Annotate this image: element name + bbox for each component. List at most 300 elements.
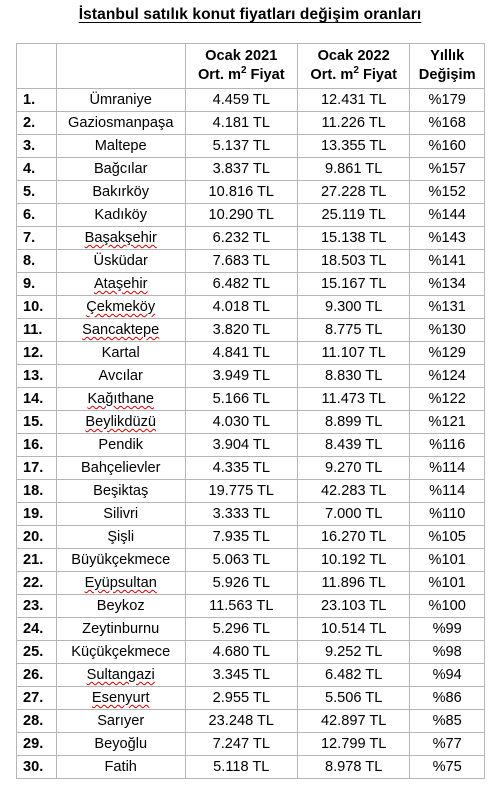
- rank-cell-text: 6.: [23, 207, 36, 223]
- rank-cell: [17, 296, 57, 319]
- table-row: [17, 756, 485, 779]
- district-cell-text: Üsküdar: [93, 253, 148, 269]
- table-row: [17, 411, 485, 434]
- change-cell-text: %105: [428, 529, 466, 545]
- district-cell-text: Silivri: [103, 506, 139, 522]
- price-2021-cell: [185, 434, 297, 457]
- price-change-table: [16, 43, 485, 779]
- district-cell-text: Küçükçekmece: [71, 644, 171, 660]
- table-row: [17, 135, 485, 158]
- table-row: [17, 250, 485, 273]
- rank-cell: [17, 664, 57, 687]
- district-cell: [56, 618, 185, 641]
- rank-cell-text: 19.: [23, 506, 44, 522]
- change-cell: [410, 503, 485, 526]
- price-2021-cell-text: 3.837 TL: [212, 161, 270, 177]
- price-2021-cell-text: 5.926 TL: [212, 575, 270, 591]
- price-2022-cell: [297, 664, 409, 687]
- price-2021-cell: [185, 664, 297, 687]
- district-cell: [56, 227, 185, 250]
- change-cell-text: %101: [428, 575, 466, 591]
- price-2022-cell: [297, 549, 409, 572]
- district-cell-text: Kartal: [101, 345, 140, 361]
- price-2021-cell-text: 4.459 TL: [212, 92, 270, 108]
- price-2022-cell-text: 9.300 TL: [325, 299, 383, 315]
- rank-cell: [17, 273, 57, 296]
- rank-cell: [17, 319, 57, 342]
- price-2021-cell-text: 10.816 TL: [208, 184, 275, 200]
- table-row: [17, 549, 485, 572]
- district-cell-text: Pendik: [98, 437, 144, 453]
- rank-cell: [17, 158, 57, 181]
- district-cell-text: Maltepe: [94, 138, 147, 154]
- rank-cell: [17, 480, 57, 503]
- change-cell-text: %86: [432, 690, 462, 706]
- table-row: [17, 296, 485, 319]
- district-cell-text: Başakşehir: [84, 230, 157, 246]
- header-change: [410, 44, 485, 89]
- district-cell: [56, 526, 185, 549]
- rank-cell-text: 20.: [23, 529, 44, 545]
- rank-cell: [17, 388, 57, 411]
- change-cell-text: %129: [428, 345, 466, 361]
- rank-cell-text: 24.: [23, 621, 44, 637]
- rank-cell: [17, 687, 57, 710]
- price-2022-cell-text: 13.355 TL: [320, 138, 387, 154]
- price-2021-cell-text: 5.296 TL: [212, 621, 270, 637]
- district-cell: [56, 296, 185, 319]
- rank-cell-text: 9.: [23, 276, 36, 292]
- district-cell-text: Kadıköy: [94, 207, 148, 223]
- district-cell: [56, 457, 185, 480]
- change-cell: [410, 756, 485, 779]
- change-cell: [410, 135, 485, 158]
- rank-cell-text: 15.: [23, 414, 44, 430]
- rank-cell: [17, 457, 57, 480]
- price-2021-cell: [185, 687, 297, 710]
- district-cell-text: Beylikdüzü: [85, 414, 156, 430]
- change-cell: [410, 687, 485, 710]
- price-2022-cell: [297, 411, 409, 434]
- table-row: [17, 181, 485, 204]
- district-cell: [56, 733, 185, 756]
- district-cell: [56, 710, 185, 733]
- table-row: [17, 365, 485, 388]
- change-cell: [410, 641, 485, 664]
- change-cell: [410, 388, 485, 411]
- rank-cell: [17, 250, 57, 273]
- table-row: [17, 687, 485, 710]
- price-2022-cell: [297, 89, 409, 112]
- page-title: [0, 6, 500, 24]
- price-2022-cell-text: 8.439 TL: [325, 437, 383, 453]
- price-2021-cell: [185, 572, 297, 595]
- table-row: [17, 618, 485, 641]
- price-2022-cell: [297, 227, 409, 250]
- price-2022-cell-text: 12.431 TL: [320, 92, 387, 108]
- rank-cell-text: 30.: [23, 759, 44, 775]
- rank-cell: [17, 526, 57, 549]
- rank-cell: [17, 572, 57, 595]
- price-2022-cell-text: 8.978 TL: [325, 759, 383, 775]
- district-cell-text: Bahçelievler: [80, 460, 161, 476]
- rank-cell-text: 18.: [23, 483, 44, 499]
- change-cell: [410, 158, 485, 181]
- change-cell-text: %160: [428, 138, 466, 154]
- change-cell: [410, 572, 485, 595]
- price-2022-cell: [297, 273, 409, 296]
- district-cell: [56, 204, 185, 227]
- table-row: [17, 457, 485, 480]
- rank-cell: [17, 227, 57, 250]
- price-2021-cell-text: 4.841 TL: [212, 345, 270, 361]
- price-2022-cell: [297, 618, 409, 641]
- table-row: [17, 112, 485, 135]
- change-cell: [410, 365, 485, 388]
- rank-cell: [17, 595, 57, 618]
- price-2021-cell: [185, 618, 297, 641]
- table-row: [17, 595, 485, 618]
- table-row: [17, 388, 485, 411]
- change-cell-text: %134: [428, 276, 466, 292]
- rank-cell: [17, 411, 57, 434]
- price-2022-cell-text: 16.270 TL: [320, 529, 387, 545]
- header-district: [56, 44, 185, 89]
- price-2021-cell: [185, 549, 297, 572]
- district-cell: [56, 687, 185, 710]
- price-2022-cell-text: 10.514 TL: [320, 621, 387, 637]
- price-2021-cell-text: 3.949 TL: [212, 368, 270, 384]
- change-cell: [410, 434, 485, 457]
- rank-cell: [17, 112, 57, 135]
- price-2022-cell: [297, 641, 409, 664]
- change-cell-text: %121: [428, 414, 466, 430]
- change-cell-text: %75: [432, 759, 462, 775]
- price-2021-cell-text: 19.775 TL: [208, 483, 275, 499]
- change-cell: [410, 342, 485, 365]
- price-2022-cell-text: 8.830 TL: [325, 368, 383, 384]
- price-2021-cell-text: 4.030 TL: [212, 414, 270, 430]
- change-cell: [410, 411, 485, 434]
- table-header-row: [17, 44, 485, 89]
- price-2021-cell-text: 7.247 TL: [212, 736, 270, 752]
- rank-cell-text: 27.: [23, 690, 44, 706]
- rank-cell: [17, 756, 57, 779]
- change-cell: [410, 664, 485, 687]
- price-2022-cell: [297, 365, 409, 388]
- district-cell-text: Şişli: [107, 529, 135, 545]
- change-cell: [410, 595, 485, 618]
- price-2022-cell-text: 9.270 TL: [325, 460, 383, 476]
- price-2022-cell: [297, 135, 409, 158]
- district-cell-text: Fatih: [104, 759, 137, 775]
- district-cell: [56, 158, 185, 181]
- price-2022-cell: [297, 457, 409, 480]
- change-cell-text: %157: [428, 161, 466, 177]
- price-2021-cell-text: 5.166 TL: [212, 391, 270, 407]
- price-2021-cell: [185, 710, 297, 733]
- price-2021-cell: [185, 365, 297, 388]
- district-cell-text: Gaziosmanpaşa: [67, 115, 174, 131]
- rank-cell: [17, 365, 57, 388]
- header-change-line2: Değişim: [418, 67, 476, 83]
- price-2021-cell-text: 4.181 TL: [212, 115, 270, 131]
- price-2021-cell-text: 4.680 TL: [212, 644, 270, 660]
- table-row: [17, 503, 485, 526]
- table-row: [17, 664, 485, 687]
- rank-cell-text: 21.: [23, 552, 44, 568]
- price-2022-cell-text: 11.473 TL: [321, 391, 386, 407]
- change-cell-text: %124: [428, 368, 466, 384]
- header-2022: [297, 44, 409, 89]
- price-2021-cell-text: 6.232 TL: [212, 230, 270, 246]
- table-row: [17, 641, 485, 664]
- price-2022-cell: [297, 595, 409, 618]
- rank-cell: [17, 135, 57, 158]
- price-2022-cell: [297, 342, 409, 365]
- change-cell-text: %98: [432, 644, 462, 660]
- price-2021-cell: [185, 411, 297, 434]
- rank-cell: [17, 618, 57, 641]
- change-cell: [410, 273, 485, 296]
- district-cell: [56, 365, 185, 388]
- change-cell-text: %99: [432, 621, 462, 637]
- price-2022-cell: [297, 158, 409, 181]
- price-2022-cell-text: 11.107 TL: [321, 345, 386, 361]
- district-cell-text: Sarıyer: [97, 713, 145, 729]
- price-2022-cell: [297, 434, 409, 457]
- rank-cell-text: 12.: [23, 345, 44, 361]
- price-2022-cell-text: 8.775 TL: [325, 322, 383, 338]
- district-cell: [56, 112, 185, 135]
- price-2021-cell: [185, 112, 297, 135]
- price-2022-cell-text: 9.861 TL: [325, 161, 383, 177]
- price-2022-cell-text: 15.167 TL: [320, 276, 387, 292]
- price-2022-cell-text: 27.228 TL: [320, 184, 387, 200]
- change-cell: [410, 112, 485, 135]
- rank-cell: [17, 89, 57, 112]
- header-2022-line1: Ocak 2022: [317, 48, 390, 64]
- district-cell: [56, 89, 185, 112]
- change-cell: [410, 480, 485, 503]
- change-cell-text: %131: [428, 299, 466, 315]
- price-2021-cell: [185, 595, 297, 618]
- table-row: [17, 319, 485, 342]
- rank-cell-text: 8.: [23, 253, 36, 269]
- price-2022-cell-text: 10.192 TL: [320, 552, 387, 568]
- price-2021-cell: [185, 388, 297, 411]
- change-cell-text: %179: [428, 92, 466, 108]
- price-2021-cell: [185, 181, 297, 204]
- price-2022-cell-text: 15.138 TL: [320, 230, 387, 246]
- change-cell-text: %101: [428, 552, 466, 568]
- rank-cell: [17, 503, 57, 526]
- price-2021-cell: [185, 204, 297, 227]
- district-cell: [56, 411, 185, 434]
- price-2022-cell: [297, 526, 409, 549]
- rank-cell-text: 26.: [23, 667, 44, 683]
- change-cell: [410, 618, 485, 641]
- district-cell-text: Kağıthane: [87, 391, 154, 407]
- district-cell-text: Beşiktaş: [93, 483, 149, 499]
- change-cell-text: %100: [428, 598, 466, 614]
- header-2022-sup: 2: [353, 65, 359, 77]
- price-2021-cell-text: 3.345 TL: [212, 667, 270, 683]
- price-2021-cell-text: 10.290 TL: [208, 207, 275, 223]
- price-2022-cell: [297, 319, 409, 342]
- price-2021-cell-text: 5.137 TL: [212, 138, 270, 154]
- price-2021-cell-text: 3.820 TL: [212, 322, 270, 338]
- price-2022-cell-text: 5.506 TL: [325, 690, 383, 706]
- change-cell-text: %130: [428, 322, 466, 338]
- price-2021-cell: [185, 342, 297, 365]
- rank-cell-text: 7.: [23, 230, 36, 246]
- price-2021-cell-text: 7.935 TL: [212, 529, 270, 545]
- district-cell: [56, 641, 185, 664]
- price-2021-cell: [185, 158, 297, 181]
- price-2022-cell-text: 11.226 TL: [321, 115, 386, 131]
- change-cell: [410, 227, 485, 250]
- change-cell: [410, 89, 485, 112]
- table-row: [17, 158, 485, 181]
- price-2021-cell-text: 3.904 TL: [212, 437, 270, 453]
- price-2021-cell-text: 7.683 TL: [212, 253, 270, 269]
- price-2021-cell-text: 3.333 TL: [212, 506, 270, 522]
- price-2021-cell: [185, 457, 297, 480]
- table-row: [17, 89, 485, 112]
- change-cell-text: %143: [428, 230, 466, 246]
- rank-cell-text: 22.: [23, 575, 44, 591]
- change-cell-text: %85: [432, 713, 462, 729]
- header-2021-label: Fiyat: [246, 67, 285, 83]
- district-cell: [56, 595, 185, 618]
- change-cell-text: %122: [428, 391, 466, 407]
- district-cell: [56, 756, 185, 779]
- district-cell-text: Bağcılar: [93, 161, 148, 177]
- district-cell: [56, 342, 185, 365]
- price-2022-cell: [297, 572, 409, 595]
- rank-cell: [17, 204, 57, 227]
- district-cell: [56, 434, 185, 457]
- header-2021-sup: 2: [240, 65, 247, 77]
- district-cell-text: Büyükçekmece: [71, 552, 171, 568]
- table-row: [17, 204, 485, 227]
- change-cell-text: %116: [429, 437, 466, 453]
- district-cell: [56, 664, 185, 687]
- header-2022-label: Fiyat: [358, 67, 398, 83]
- price-2022-cell: [297, 733, 409, 756]
- district-cell-text: Beykoz: [96, 598, 145, 614]
- change-cell-text: %77: [432, 736, 462, 752]
- price-2022-cell: [297, 687, 409, 710]
- price-2021-cell: [185, 273, 297, 296]
- price-2022-cell-text: 7.000 TL: [325, 506, 383, 522]
- district-cell-text: Esenyurt: [91, 690, 150, 706]
- rank-cell: [17, 181, 57, 204]
- change-cell: [410, 710, 485, 733]
- price-2021-cell-text: 23.248 TL: [208, 713, 275, 729]
- table-body: [17, 89, 485, 779]
- district-cell: [56, 480, 185, 503]
- price-2021-cell: [185, 480, 297, 503]
- change-cell-text: %141: [428, 253, 466, 269]
- header-2021: [185, 44, 297, 89]
- rank-cell-text: 13.: [23, 368, 44, 384]
- price-2022-cell: [297, 112, 409, 135]
- table-row: [17, 526, 485, 549]
- rank-cell-text: 29.: [23, 736, 44, 752]
- rank-cell: [17, 641, 57, 664]
- table-row: [17, 434, 485, 457]
- rank-cell-text: 16.: [23, 437, 44, 453]
- price-2021-cell: [185, 296, 297, 319]
- change-cell: [410, 319, 485, 342]
- district-cell-text: Ümraniye: [89, 92, 152, 108]
- district-cell-text: Zeytinburnu: [82, 621, 160, 637]
- price-2021-cell-text: 6.482 TL: [212, 276, 270, 292]
- rank-cell-text: 17.: [23, 460, 44, 476]
- header-2021-unit: Ort. m: [197, 67, 241, 83]
- page-title-text: İstanbul satılık konut fiyatları değişim oranları: [78, 6, 422, 23]
- price-2022-cell-text: 6.482 TL: [325, 667, 383, 683]
- price-2021-cell-text: 2.955 TL: [212, 690, 270, 706]
- price-2022-cell: [297, 710, 409, 733]
- change-cell-text: %94: [432, 667, 462, 683]
- change-cell: [410, 457, 485, 480]
- district-cell-text: Beyoğlu: [94, 736, 148, 752]
- rank-cell-text: 3.: [23, 138, 36, 154]
- district-cell: [56, 319, 185, 342]
- price-2022-cell-text: 42.897 TL: [320, 713, 387, 729]
- price-2022-cell-text: 8.899 TL: [325, 414, 383, 430]
- rank-cell-text: 5.: [23, 184, 36, 200]
- district-cell: [56, 388, 185, 411]
- rank-cell-text: 2.: [23, 115, 36, 131]
- price-2022-cell: [297, 480, 409, 503]
- price-2022-cell: [297, 204, 409, 227]
- district-cell: [56, 135, 185, 158]
- price-2021-cell: [185, 503, 297, 526]
- change-cell-text: %114: [429, 460, 466, 476]
- change-cell: [410, 733, 485, 756]
- district-cell-text: Bakırköy: [92, 184, 150, 200]
- district-cell-text: Sancaktepe: [82, 322, 160, 338]
- change-cell: [410, 296, 485, 319]
- price-2022-cell-text: 9.252 TL: [325, 644, 383, 660]
- price-2022-cell: [297, 181, 409, 204]
- district-cell: [56, 549, 185, 572]
- price-2021-cell-text: 4.335 TL: [212, 460, 270, 476]
- table-row: [17, 227, 485, 250]
- table-row: [17, 273, 485, 296]
- rank-cell: [17, 710, 57, 733]
- change-cell-text: %110: [429, 506, 466, 522]
- price-2021-cell-text: 4.018 TL: [212, 299, 270, 315]
- price-2021-cell: [185, 733, 297, 756]
- price-2021-cell: [185, 250, 297, 273]
- price-2022-cell-text: 11.896 TL: [321, 575, 386, 591]
- header-rank: [17, 44, 57, 89]
- rank-cell-text: 10.: [23, 299, 44, 315]
- price-2021-cell: [185, 319, 297, 342]
- table-row: [17, 733, 485, 756]
- rank-cell: [17, 342, 57, 365]
- price-2022-cell-text: 42.283 TL: [320, 483, 387, 499]
- header-2022-line2: [298, 66, 409, 85]
- change-cell: [410, 181, 485, 204]
- table-row: [17, 342, 485, 365]
- district-cell-text: Avcılar: [98, 368, 143, 384]
